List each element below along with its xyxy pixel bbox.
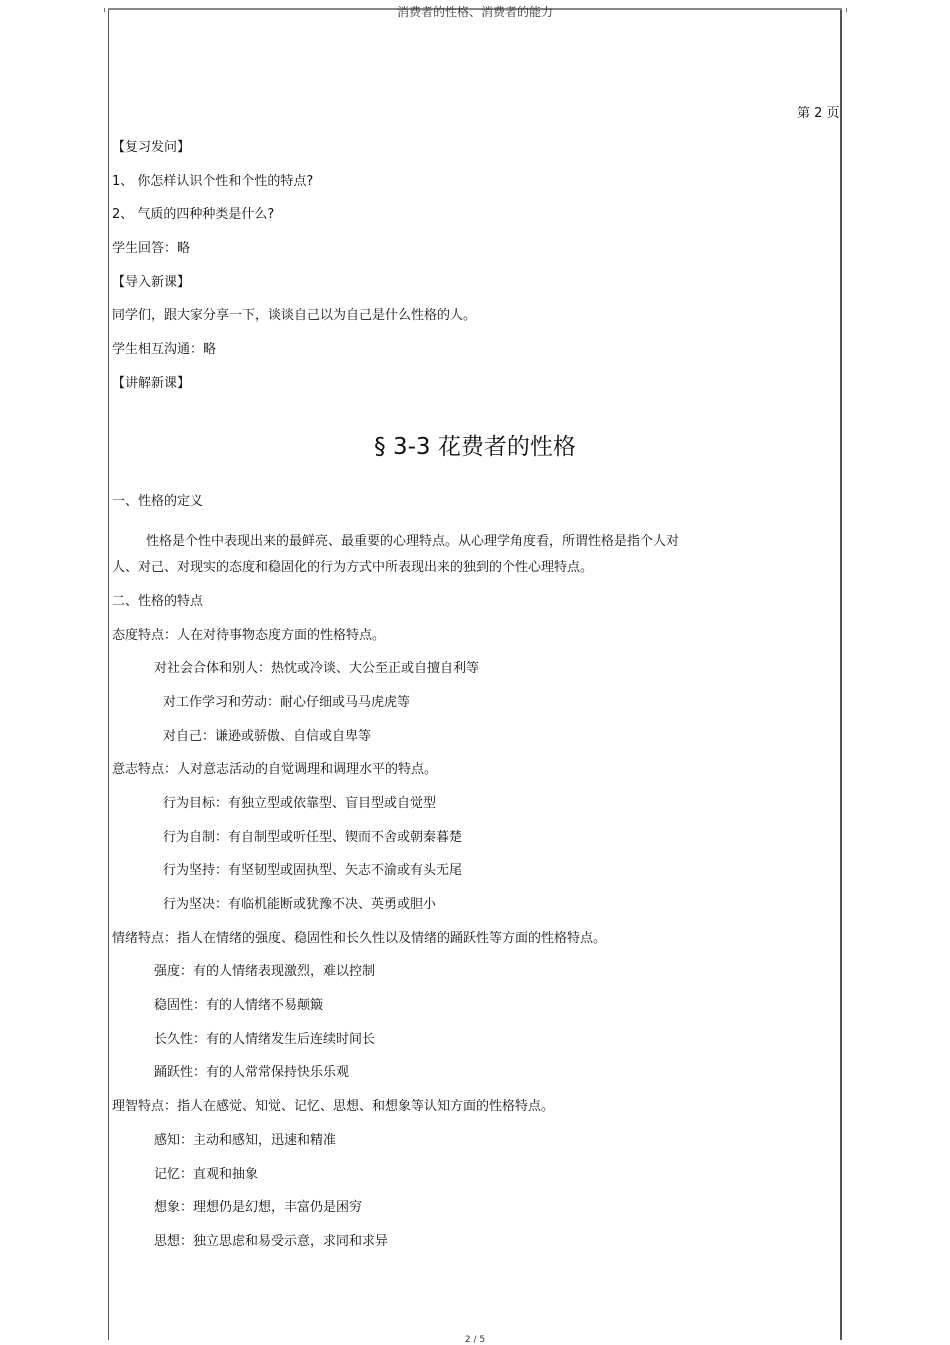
- review-heading: 【复习发问】: [112, 140, 191, 155]
- footer-page-number: 2 / 5: [464, 1335, 486, 1345]
- attitude-item: 对自己：谦逊或骄傲、自信或自卑等: [163, 729, 372, 744]
- section-title: § 3-3 花费者的性格: [374, 434, 576, 460]
- emotion-item: 长久性：有的人情绪发生后连续时间长: [154, 1032, 376, 1047]
- emotion-title: 情绪特点：指人在情绪的强度、稳固性和长久性以及情绪的踊跃性等方面的性格特点。: [112, 931, 607, 946]
- review-answer: 学生回答：略: [112, 241, 191, 256]
- features-heading: 二、性格的特点: [112, 594, 204, 609]
- will-title: 意志特点：人对意志活动的自觉调理和调理水平的特点。: [112, 762, 438, 777]
- page-border-right: [840, 8, 842, 1340]
- intro-exchange: 学生相互沟通：略: [112, 342, 217, 357]
- reason-item: 思想：独立思虑和易受示意，求同和求异: [154, 1234, 389, 1249]
- review-question-1: 1、 你怎样认识个性和个性的特点?: [112, 174, 314, 189]
- will-item: 行为目标：有独立型或依靠型、盲目型或自觉型: [163, 796, 437, 811]
- reason-item: 记忆：直观和抽象: [154, 1167, 259, 1182]
- reason-item: 想象：理想仍是幻想，丰富仍是困穷: [154, 1200, 363, 1215]
- document-header-title: 消费者的性格、消费者的能力: [396, 5, 553, 19]
- emotion-item: 强度：有的人情绪表现激烈，难以控制: [154, 964, 376, 979]
- emotion-item: 稳固性：有的人情绪不易颠簸: [154, 998, 324, 1013]
- emotion-item: 踊跃性：有的人常常保持快乐乐观: [154, 1065, 350, 1080]
- intro-heading: 【导入新课】: [112, 275, 191, 290]
- attitude-title: 态度特点：人在对待事物态度方面的性格特点。: [112, 628, 386, 643]
- reason-item: 感知：主动和感知，迅速和精准: [154, 1133, 337, 1148]
- attitude-item: 对社会合体和别人：热忱或冷谈、大公至正或自擅自利等: [154, 661, 480, 676]
- will-item: 行为坚决：有临机能断或犹豫不决、英勇或胆小: [163, 897, 437, 912]
- lecture-heading: 【讲解新课】: [112, 376, 191, 391]
- review-question-2: 2、 气质的四种种类是什么?: [112, 207, 275, 222]
- attitude-item: 对工作学习和劳动：耐心仔细或马马虎虎等: [163, 695, 411, 710]
- definition-line-1: 性格是个性中表现出来的最鲜亮、最重要的心理特点。从心理学角度看，所谓性格是指个人对: [146, 534, 680, 549]
- page-border-left: [108, 8, 109, 1340]
- definition-line-2: 人、对己、对现实的态度和稳固化的行为方式中所表现出来的独到的个性心理特点。: [112, 560, 594, 575]
- will-item: 行为坚持：有坚韧型或固执型、矢志不渝或有头无尾: [163, 863, 463, 878]
- page-label: 第 2 页: [797, 106, 840, 121]
- intro-text: 同学们，跟大家分享一下，谈谈自己以为自己是什么性格的人。: [112, 308, 477, 323]
- definition-heading: 一、性格的定义: [112, 494, 204, 509]
- will-item: 行为自制：有自制型或听任型、锲而不舍或朝秦暮楚: [163, 830, 463, 845]
- reason-title: 理智特点：指人在感觉、知觉、记忆、思想、和想象等认知方面的性格特点。: [112, 1099, 555, 1114]
